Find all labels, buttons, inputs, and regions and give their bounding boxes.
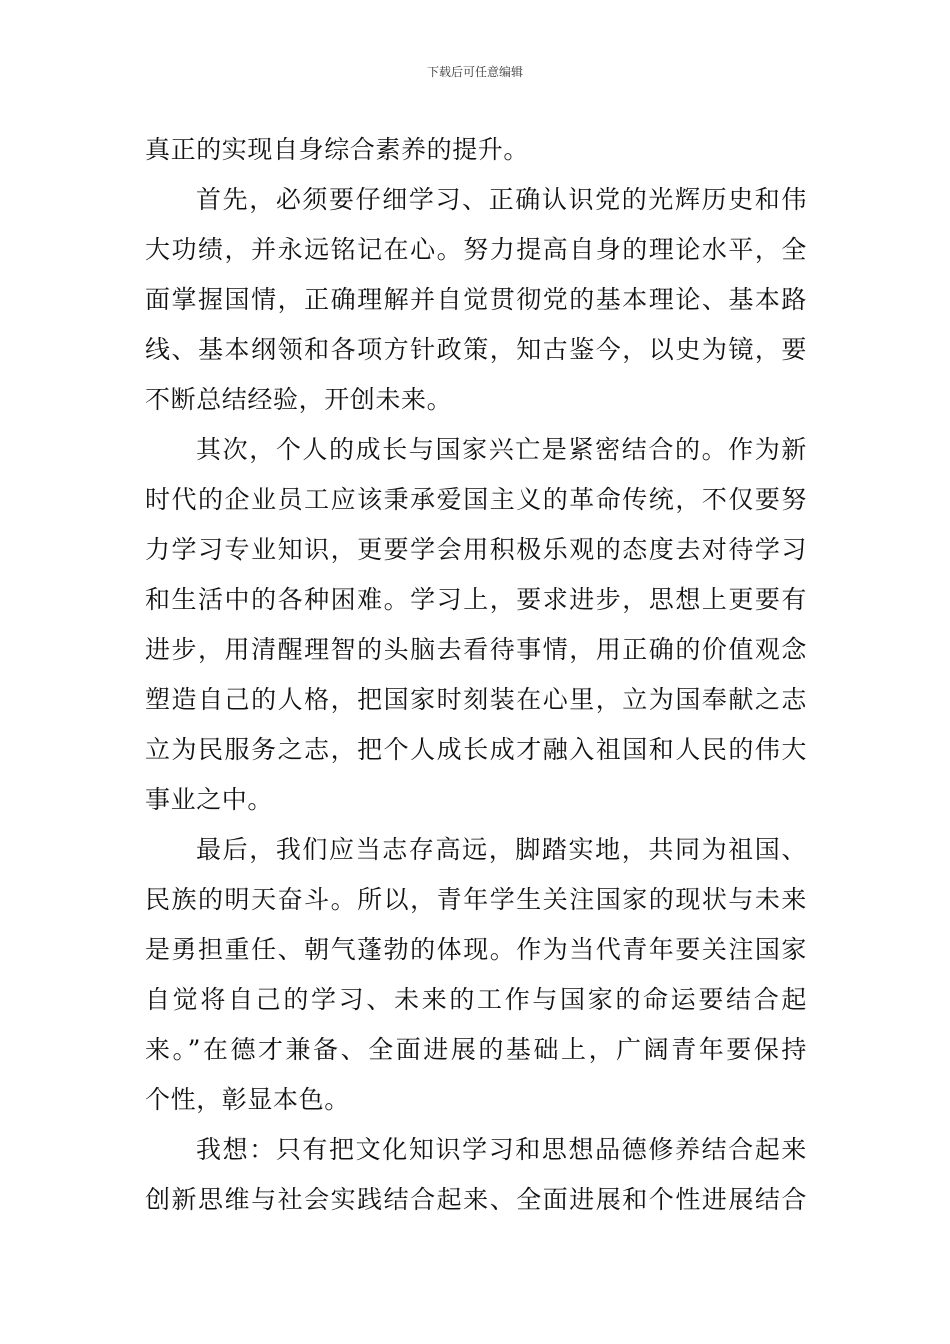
text-line: 个性，彰显本色。 <box>145 1085 350 1114</box>
text-line: 创新思维与社会实践结合起来、全面进展和个性进展结合 <box>145 1185 807 1214</box>
text-line: 来。”在德才兼备、全面进展的基础上，广阔青年要保持 <box>145 1035 807 1064</box>
text-line: 立为民服务之志，把个人成长成才融入祖国和人民的伟大 <box>145 735 807 764</box>
text-line: 是勇担重任、朝气蓬勃的体现。作为当代青年要关注国家 <box>145 935 807 964</box>
text-line: 首先，必须要仔细学习、正确认识党的光辉历史和伟 <box>196 185 807 214</box>
text-line: 真正的实现自身综合素养的提升。 <box>145 135 530 164</box>
text-line: 时代的企业员工应该秉承爱国主义的革命传统，不仅要努 <box>145 485 807 514</box>
text-line: 不断总结经验，开创未来。 <box>145 385 453 414</box>
text-line: 面掌握国情，正确理解并自觉贯彻党的基本理论、基本路 <box>145 285 807 314</box>
text-line: 我想：只有把文化知识学习和思想品德修养结合起来 <box>196 1135 807 1164</box>
text-line: 民族的明天奋斗。所以，青年学生关注国家的现状与未来 <box>145 885 807 914</box>
text-line: 进步，用清醒理智的头脑去看待事情，用正确的价值观念 <box>145 635 807 664</box>
document-body <box>145 125 807 1225</box>
text-line: 自觉将自己的学习、未来的工作与国家的命运要结合起 <box>145 985 807 1014</box>
text-line: 大功绩，并永远铭记在心。努力提高自身的理论水平，全 <box>145 235 807 264</box>
text-line: 最后，我们应当志存高远，脚踏实地，共同为祖国、 <box>196 835 807 864</box>
text-line: 线、基本纲领和各项方针政策，知古鉴今，以史为镜，要 <box>145 335 807 364</box>
text-line: 其次，个人的成长与国家兴亡是紧密结合的。作为新 <box>196 435 807 464</box>
text-line: 力学习专业知识，更要学会用积极乐观的态度去对待学习 <box>145 535 807 564</box>
text-line: 塑造自己的人格，把国家时刻装在心里，立为国奉献之志 <box>145 685 807 714</box>
text-line: 和生活中的各种困难。学习上，要求进步，思想上更要有 <box>145 585 807 614</box>
text-line: 事业之中。 <box>145 785 274 814</box>
page-header: 下载后可任意编辑 <box>426 65 523 79</box>
